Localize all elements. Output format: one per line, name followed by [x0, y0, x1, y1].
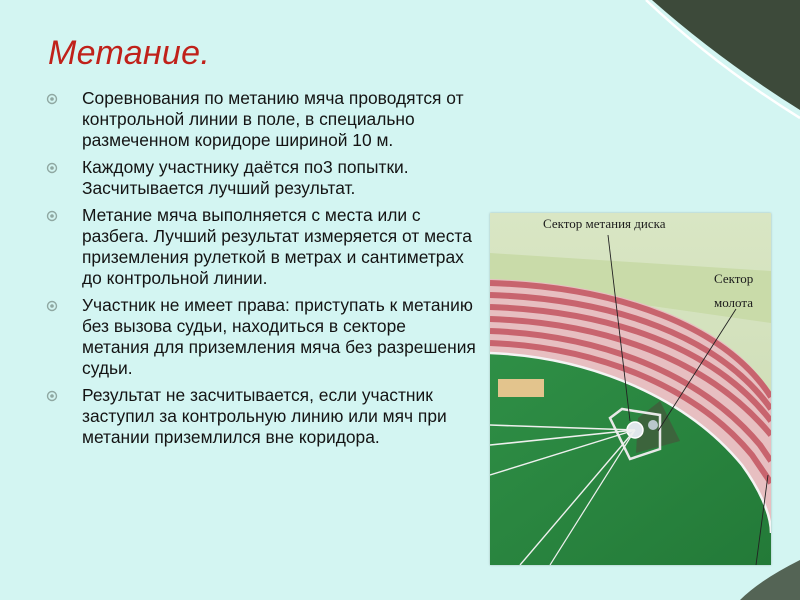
stadium-illustration — [490, 213, 771, 565]
bullet-text: Метание мяча выполняется с места или с разбега. Лучший результат измеряется от места приземления рулеткой в метрах и сантиметрах до контрольной линии. — [82, 205, 472, 288]
bullet-text: Каждому участнику даётся по3 попытки. Засчитывается лучший результат. — [82, 157, 409, 198]
bullet-text: Участник не имеет права: приступать к метанию без вызова судьи, находиться в секторе метания для приземления мяча без разрешения судьи. — [82, 295, 476, 378]
circle-bullet-icon — [46, 210, 58, 222]
stadium-picture — [490, 213, 771, 565]
bullet-item — [44, 157, 476, 199]
hammer-sector-label: Сектор — [714, 271, 754, 286]
slide-title: Метание. — [48, 34, 211, 72]
circle-bullet-icon — [46, 162, 58, 174]
disc-sector-label: Сектор метания диска — [543, 216, 666, 231]
bullet-text: Результат не засчитывается, если участник заступил за контрольную линию или мяч при метании приземлился вне коридора. — [82, 385, 447, 447]
bullet-item — [44, 385, 476, 448]
bullet-item — [44, 205, 476, 289]
bullet-item — [44, 88, 476, 151]
circle-bullet-icon — [46, 93, 58, 105]
bullet-list — [44, 88, 476, 454]
circle-bullet-icon — [46, 390, 58, 402]
bullet-text: Соревнования по метанию мяча проводятся от контрольной линии в поле, в специально размеченном коридоре шириной 10 м. — [82, 88, 464, 150]
circle-bullet-icon — [46, 300, 58, 312]
hammer-sector-label: молота — [714, 295, 753, 310]
jump-pit — [498, 379, 544, 397]
throwing-circle-small — [648, 420, 658, 430]
bullet-item — [44, 295, 476, 379]
